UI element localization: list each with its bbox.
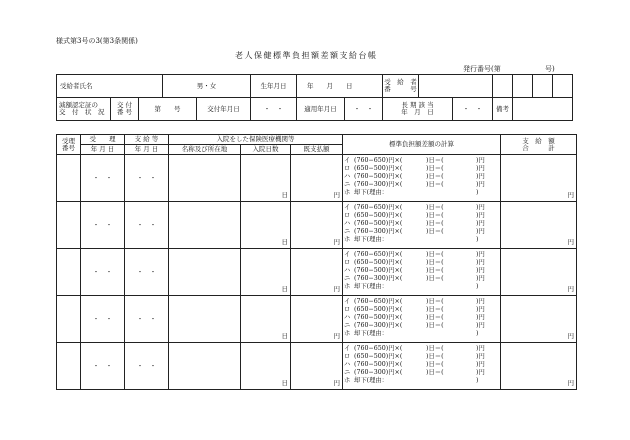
sex-label: 男・女: [163, 75, 251, 98]
calc-line: ホ 却下(理由： ): [344, 377, 479, 384]
amount-cell[interactable]: 円: [501, 155, 577, 202]
calc-line: ハ (760−500)円×( )日＝( )円: [344, 314, 485, 321]
calc-line: ロ (650−500)円×( )日＝( )円: [344, 306, 485, 313]
received-date-cell[interactable]: ・ ・: [81, 296, 125, 343]
received-date-cell[interactable]: ・ ・: [81, 155, 125, 202]
payment-date-cell[interactable]: ・ ・: [125, 343, 169, 390]
ledger-row: [57, 155, 577, 202]
recipient-number-label: 受 給 者 番 号: [383, 75, 419, 98]
calc-line: ニ (760−300)円×( )日＝( )円: [344, 228, 485, 235]
days-header: 入院日数: [241, 145, 291, 155]
days-cell[interactable]: 日: [241, 296, 291, 343]
receipt-number-cell[interactable]: [57, 296, 81, 343]
apply-date-field[interactable]: ・ ・: [345, 98, 383, 121]
cert-status-label: 減額認定証の 交 付 状 況: [57, 98, 111, 121]
ledger-row: [57, 296, 577, 343]
digit-box[interactable]: [493, 75, 513, 98]
paid-header: 既支払額: [291, 145, 343, 155]
hospital-name-cell[interactable]: [169, 296, 241, 343]
calc-cell[interactable]: [343, 343, 501, 390]
recipient-number-field[interactable]: [419, 75, 493, 98]
received-date-cell[interactable]: ・ ・: [81, 202, 125, 249]
calc-line: イ (760−650)円×( )日＝( )円: [344, 157, 485, 164]
hospital-name-cell[interactable]: [169, 155, 241, 202]
calc-line: ハ (760−500)円×( )日＝( )円: [344, 267, 485, 274]
amount-cell[interactable]: 円: [501, 343, 577, 390]
form-number: 様式第3号の3(第3条関係): [56, 37, 138, 45]
calc-cell[interactable]: [343, 202, 501, 249]
calc-cell[interactable]: [343, 249, 501, 296]
hospital-name-cell[interactable]: [169, 343, 241, 390]
paid-cell[interactable]: 円: [291, 155, 343, 202]
payment-date-cell[interactable]: ・ ・: [125, 249, 169, 296]
issue-number-col-label: 交 付 番 号: [111, 98, 139, 121]
issue-number-label: 発行番号(第: [463, 65, 501, 73]
days-cell[interactable]: 日: [241, 155, 291, 202]
paid-cell[interactable]: 円: [291, 343, 343, 390]
received-date-subheader: 年 月 日: [81, 145, 125, 155]
calc-line: ハ (760−500)円×( )日＝( )円: [344, 220, 485, 227]
ledger-row: [57, 249, 577, 296]
number-field[interactable]: 第 号: [139, 98, 197, 121]
remarks-field[interactable]: [513, 98, 573, 121]
calc-line: ホ 却下(理由： ): [344, 283, 479, 290]
day-label: 日: [346, 81, 353, 90]
long-term-label: 長 期 該 当 年 月 日: [383, 98, 453, 121]
paid-cell[interactable]: 円: [291, 296, 343, 343]
receipt-number-cell[interactable]: [57, 249, 81, 296]
calc-line: ニ (760−300)円×( )日＝( )円: [344, 369, 485, 376]
payment-date-cell[interactable]: ・ ・: [125, 202, 169, 249]
calc-line: ホ 却下(理由： ): [344, 236, 479, 243]
receipt-number-cell[interactable]: [57, 202, 81, 249]
calc-line: イ (760−650)円×( )日＝( )円: [344, 251, 485, 258]
issue-date-label: 交付年月日: [197, 98, 251, 121]
hospital-name-cell[interactable]: [169, 202, 241, 249]
ledger-row: [57, 343, 577, 390]
calc-line: イ (760−650)円×( )日＝( )円: [344, 345, 485, 352]
calc-line: ロ (650−500)円×( )日＝( )円: [344, 353, 485, 360]
year-label: 年: [307, 81, 314, 90]
amount-cell[interactable]: 円: [501, 296, 577, 343]
payment-date-cell[interactable]: ・ ・: [125, 296, 169, 343]
received-date-cell[interactable]: ・ ・: [81, 343, 125, 390]
calc-line: ハ (760−500)円×( )日＝( )円: [344, 361, 485, 368]
calc-line: イ (760−650)円×( )日＝( )円: [344, 204, 485, 211]
calc-line: ロ (650−500)円×( )日＝( )円: [344, 212, 485, 219]
digit-box[interactable]: [553, 75, 573, 98]
recipient-name-label: 受給者氏名: [57, 75, 163, 98]
birth-date-field[interactable]: [297, 75, 383, 98]
calc-line: ニ (760−300)円×( )日＝( )円: [344, 322, 485, 329]
payment-date-cell[interactable]: ・ ・: [125, 155, 169, 202]
amount-cell[interactable]: 円: [501, 202, 577, 249]
calc-line: ロ (650−500)円×( )日＝( )円: [344, 165, 485, 172]
ledger-table: [56, 134, 577, 390]
issue-date-field[interactable]: ・ ・: [251, 98, 297, 121]
hospital-group-header: 入院をした保険医療機関等: [169, 135, 343, 145]
hospital-name-cell[interactable]: [169, 249, 241, 296]
received-date-header: 受 理: [81, 135, 125, 145]
calc-line: ロ (650−500)円×( )日＝( )円: [344, 259, 485, 266]
days-cell[interactable]: 日: [241, 249, 291, 296]
amount-cell[interactable]: 円: [501, 249, 577, 296]
payment-date-subheader: 年 月 日: [125, 145, 169, 155]
received-date-cell[interactable]: ・ ・: [81, 249, 125, 296]
calc-line: イ (760−650)円×( )日＝( )円: [344, 298, 485, 305]
paid-cell[interactable]: 円: [291, 249, 343, 296]
calc-header: 標準負担額差額の計算: [343, 135, 501, 155]
receipt-number-cell[interactable]: [57, 155, 81, 202]
issue-number-suffix: 号): [545, 65, 555, 73]
remarks-label: 備考: [493, 98, 513, 121]
digit-box[interactable]: [533, 75, 553, 98]
calc-cell[interactable]: [343, 155, 501, 202]
ledger-row: [57, 202, 577, 249]
calc-cell[interactable]: [343, 296, 501, 343]
receipt-number-cell[interactable]: [57, 343, 81, 390]
calc-line: ニ (760−300)円×( )日＝( )円: [344, 275, 485, 282]
birth-date-label: 生年月日: [251, 75, 297, 98]
calc-line: ニ (760−300)円×( )日＝( )円: [344, 181, 485, 188]
long-term-date-field[interactable]: ・ ・: [453, 98, 493, 121]
days-cell[interactable]: 日: [241, 343, 291, 390]
paid-cell[interactable]: 円: [291, 202, 343, 249]
apply-date-label: 適用年月日: [297, 98, 345, 121]
hospital-name-header: 名称及び所在地: [169, 145, 241, 155]
receipt-number-header: 受理 番号: [57, 135, 81, 155]
header-table: [56, 74, 573, 121]
page-title: 老人保健標準負担額差額支給台帳: [235, 51, 378, 60]
days-cell[interactable]: 日: [241, 202, 291, 249]
payment-date-header: 支 給 等: [125, 135, 169, 145]
digit-box[interactable]: [513, 75, 533, 98]
calc-line: ホ 却下(理由： ): [344, 189, 479, 196]
calc-line: ホ 却下(理由： ): [344, 330, 479, 337]
month-label: 月: [326, 81, 334, 90]
amount-header: 支 給 額 合 計: [501, 135, 577, 155]
calc-line: ハ (760−500)円×( )日＝( )円: [344, 173, 485, 180]
